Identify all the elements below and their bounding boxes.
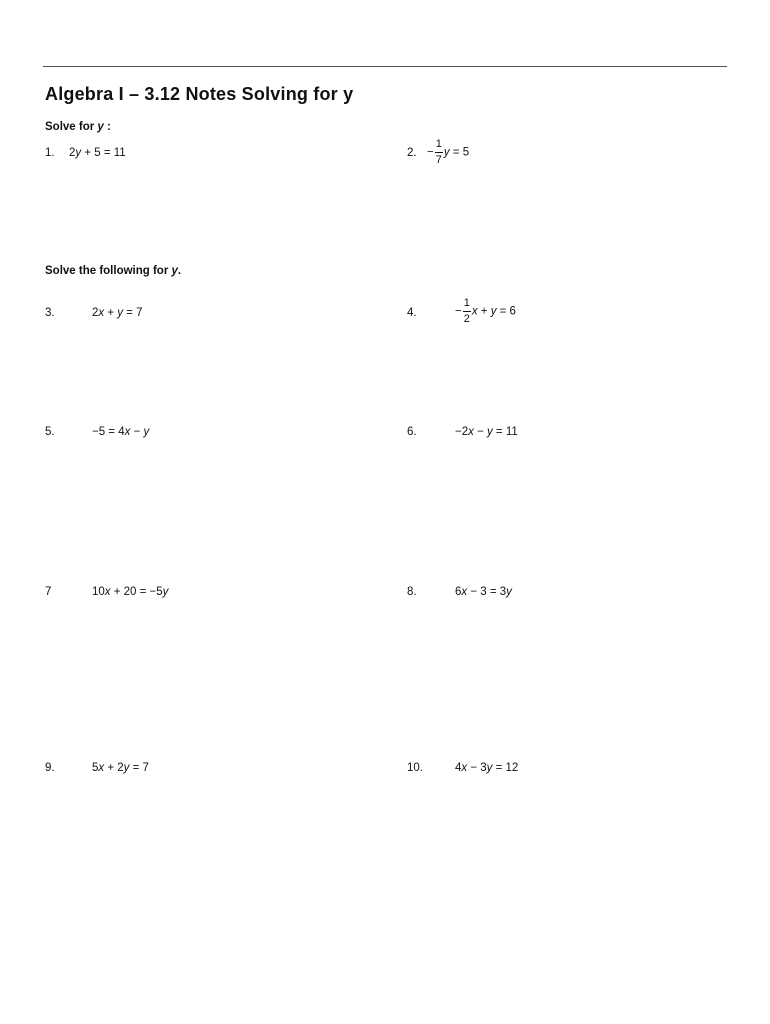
problem-2-equation: − $\frac{1}{7}$ y = 5	[427, 138, 470, 166]
problem-4-number: 4.	[407, 307, 417, 319]
page-title: Algebra I – 3.12 Notes Solving for y	[45, 84, 354, 104]
problem-1-equation: 2y + 5 = 11	[69, 147, 126, 159]
problem-9-number: 9.	[45, 762, 55, 774]
problem-6-equation: −2x − y = 11	[455, 426, 518, 438]
section-heading-1	[45, 121, 111, 133]
problem-6-number: 6.	[407, 426, 417, 438]
problem-3-number: 3.	[45, 307, 55, 319]
section-2-prefix: Solve the following for	[45, 265, 172, 277]
problem-5-equation: −5 = 4x − y	[92, 426, 150, 438]
section-2-suffix: .	[177, 265, 182, 277]
problem-10-equation: 4x − 3y = 12	[455, 762, 519, 774]
problem-4-equation: − $\frac{1}{2}$ x + y = 6	[455, 297, 516, 325]
problem-2-number: 2.	[407, 147, 417, 159]
problem-10-number: 10.	[407, 762, 423, 774]
problem-8-number: 8.	[407, 586, 417, 598]
problem-9-equation: 5x + 2y = 7	[92, 762, 149, 774]
problem-3-equation: 2x + y = 7	[92, 307, 143, 319]
section-2-var: y	[171, 265, 178, 277]
header-rule	[43, 66, 727, 67]
section-1-var: y	[97, 121, 104, 133]
fraction: $\frac{1}{7}$	[435, 138, 442, 166]
section-1-suffix: :	[103, 121, 111, 133]
problem-5-number: 5.	[45, 426, 55, 438]
problem-8-equation: 6x − 3 = 3y	[455, 586, 512, 598]
fraction: $\frac{1}{2}$	[463, 297, 470, 325]
problem-7-equation: 10x + 20 = −5y	[92, 586, 169, 598]
section-1-prefix: Solve for	[45, 121, 98, 133]
section-heading-2	[45, 265, 181, 277]
problem-1-number: 1.	[45, 147, 55, 159]
problem-7-number: 7	[45, 586, 52, 598]
